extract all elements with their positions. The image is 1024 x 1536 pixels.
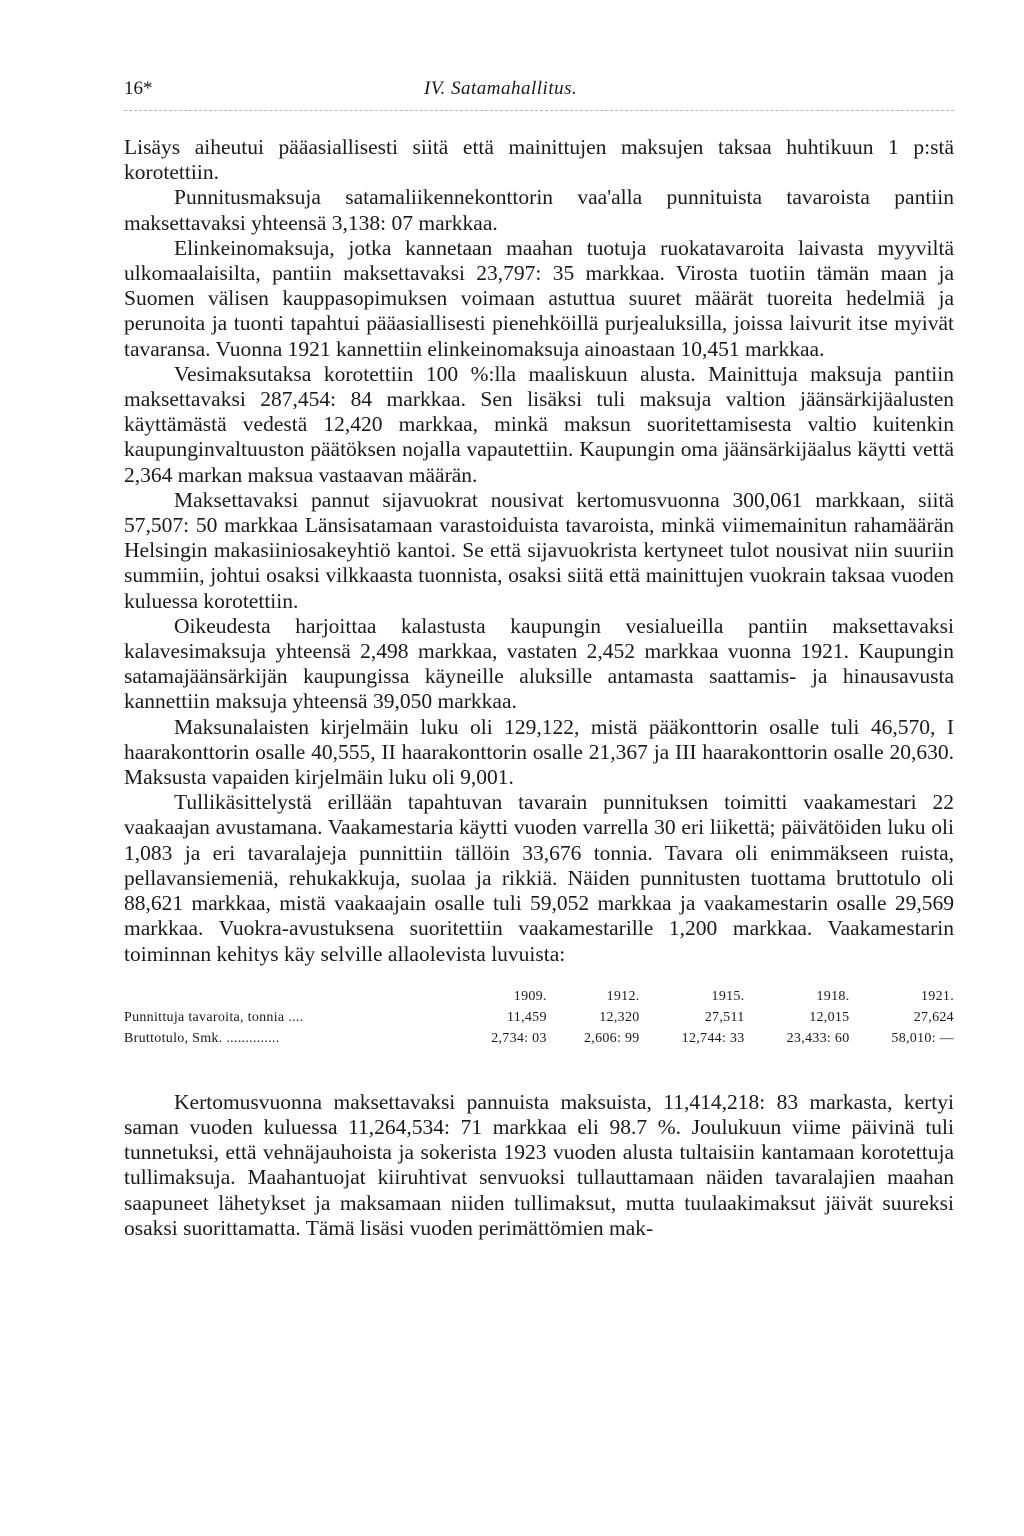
table-row bbox=[124, 1008, 954, 1029]
table-spacer bbox=[124, 1050, 954, 1090]
table-row-label: Punnittuja tavaroita, tonnia .... bbox=[124, 1009, 304, 1025]
page-number: 16* bbox=[124, 78, 153, 99]
paragraph: Punnitusmaksuja satamaliikennekonttorin vaa'alla punnituista tavaroista pantiin maksettavaksi yhteensä 3,138: 07 markkaa. bbox=[124, 185, 954, 235]
table-row bbox=[124, 1029, 954, 1050]
table-cell: 27,511 bbox=[704, 1009, 745, 1025]
table-cell: 11,459 bbox=[507, 1009, 547, 1025]
table-column-header: 1915. bbox=[711, 988, 745, 1004]
running-head: IV. Satamahallitus. bbox=[424, 78, 578, 99]
table-cell: 27,624 bbox=[913, 1009, 954, 1025]
table-cell: 12,320 bbox=[599, 1009, 640, 1025]
body-text bbox=[124, 135, 954, 1241]
table-cell: 12,744: 33 bbox=[681, 1030, 745, 1046]
table-header-row bbox=[124, 987, 954, 1008]
table-cell: 2,606: 99 bbox=[583, 1030, 640, 1046]
table-cell: 23,433: 60 bbox=[786, 1030, 850, 1046]
table-column-header: 1912. bbox=[606, 988, 640, 1004]
table-row-label: Bruttotulo, Smk. .............. bbox=[124, 1030, 280, 1046]
paragraph: Oikeudesta harjoittaa kalastusta kaupungin vesialueilla pantiin maksettavaksi kalavesimaksuja yhteensä 2,498 markkaa, vastaten 2,452 markkaa vuonna 1921. Kaupungin satamajäänsärkijän kaupungissa käyneille aluksille antamasta saattamis- ja hinausavusta kannettiin maksuja yhteensä 39,050 markkaa. bbox=[124, 613, 954, 714]
header-rule bbox=[124, 110, 954, 111]
table-column-header: 1918. bbox=[816, 988, 850, 1004]
statistics-table bbox=[124, 987, 954, 1050]
table-column-header: 1921. bbox=[921, 988, 954, 1004]
table-column-header: 1909. bbox=[513, 988, 547, 1004]
paragraph: Maksettavaksi pannut sijavuokrat nousivat kertomusvuonna 300,061 markkaan, siitä 57,507: 50 markkaa Länsisatamaan varastoiduista tavaroista, minkä viimemainitun rahamäärän Helsingin makasiiniosakeyhtiö kantoi. Se että sijavuokrista kertyneet tulot nousivat niin suuriin summiin, johtui osaksi vilkkaasta tuonnista, osaksi siitä että mainittujen vuokrain taksaa vuoden kuluessa korotettiin. bbox=[124, 487, 954, 613]
table-cell: 2,734: 03 bbox=[491, 1030, 547, 1046]
paragraph: Lisäys aiheutui pääasiallisesti siitä että mainittujen maksujen taksaa huhtikuun 1 p:stä korotettiin. bbox=[124, 135, 954, 185]
paragraph: Vesimaksutaksa korotettiin 100 %:lla maaliskuun alusta. Mainittuja maksuja pantiin maksettavaksi 287,454: 84 markkaa. Sen lisäksi tuli maksuja valtion jäänsärkijäalusten käyttämästä vedestä 12,420 markkaa, minkä maksun suoritettamisesta valtio kuitenkin kaupunginvaltuuston päätöksen nojalla vapautettiin. Kaupungin oma jäänsärkijäalus käytti vettä 2,364 markan maksua vastaavan määrän. bbox=[124, 361, 954, 487]
paragraph: Kertomusvuonna maksettavaksi pannuista maksuista, 11,414,218: 83 markasta, kertyi saman vuoden kuluessa 11,264,534: 71 markkaa eli 98.7 %. Joulukuun viime päivinä tuli tunnetuksi, että vehnäjauhoista ja sokerista 1923 vuoden alusta tultaisiin kantamaan korotettuja tullimaksuja. Maahantuojat kiiruhtivat senvuoksi tullauttamaan näiden tavaralajien maahan saapuneet lähetykset ja maksamaan niiden tullimaksut, mutta tuulaakimaksut jäivät suureksi osaksi suorittamatta. Tämä lisäsi vuoden perimättömien mak- bbox=[124, 1089, 954, 1240]
table-corner bbox=[124, 987, 454, 1008]
page-header bbox=[124, 78, 954, 108]
table-cell: 58,010: — bbox=[891, 1030, 954, 1046]
paragraph: Tullikäsittelystä erillään tapahtuvan tavarain punnituksen toimitti vaakamestari 22 vaakaajan avustamana. Vaakamestaria käytti vuoden varrella 30 eri liikettä; päivätöiden luku oli 1,083 ja eri tavaralajeja punnittiin tällöin 33,676 tonnia. Tavara oli enimmäkseen ruista, pellavansiemeniä, rehukakkuja, suolaa ja rikkiä. Näiden punnitusten tuottama bruttotulo oli 88,621 markkaa, mistä vaakaajain osalle tuli 59,052 markkaa ja vaakamestarin osalle 29,569 markkaa. Vuokra-avustuksena suoritettiin vaakamestarille 1,200 markkaa. Vaakamestarin toiminnan kehitys käy selville allaolevista luvuista: bbox=[124, 790, 954, 966]
paragraph: Maksunalaisten kirjelmäin luku oli 129,122, mistä pääkonttorin osalle tuli 46,570, I haarakonttorin osalle 40,555, II haarakonttorin osalle 21,367 ja III haarakonttorin osalle 20,630. Maksusta vapaiden kirjelmäin luku oli 9,001. bbox=[124, 714, 954, 790]
paragraph: Elinkeinomaksuja, jotka kannetaan maahan tuotuja ruokatavaroita laivasta myyviltä ulkomaalaisilta, pantiin maksettavaksi 23,797: 35 markkaa. Virosta tuotiin tämän maan ja Suomen välisen kauppasopimuksen voimaan astuttua suuret määrät tuoreita hedelmiä ja perunoita ja tuonti tapahtui pääasiallisesti pienehköillä purjealuksilla, joissa laivurit itse myivät tavaransa. Vuonna 1921 kannettiin elinkeinomaksuja ainoastaan 10,451 markkaa. bbox=[124, 235, 954, 361]
table-cell: 12,015 bbox=[809, 1009, 850, 1025]
